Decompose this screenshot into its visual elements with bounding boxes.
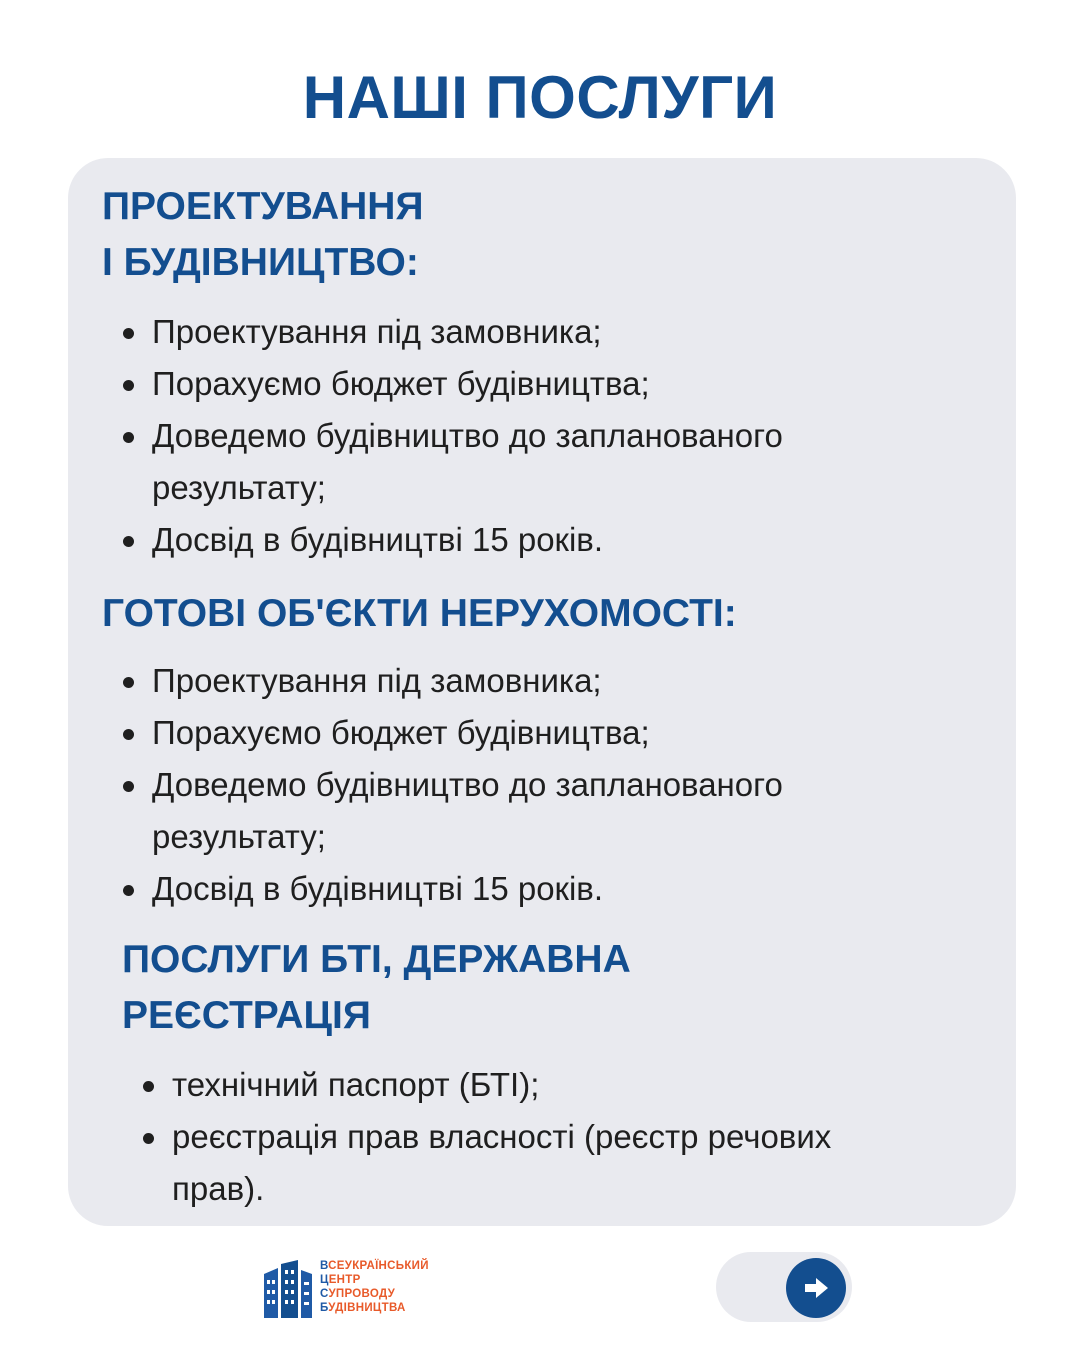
list-item: реєстрація прав власності (реєстр речових прав). [172, 1111, 831, 1215]
list-item: Доведемо будівництво до запланованого результату; [152, 759, 783, 863]
list-item: Досвід в будівництві 15 років. [152, 514, 783, 566]
list-item: Проектування під замовника; [152, 306, 783, 358]
bti-registration-list [172, 1059, 831, 1215]
page-title: НАШІ ПОСЛУГИ [302, 64, 778, 131]
next-slide-button[interactable] [786, 1258, 846, 1318]
design-construction-list [152, 306, 783, 566]
list-item: Досвід в будівництві 15 років. [152, 863, 783, 915]
company-logo [262, 1258, 452, 1320]
section-heading-ready-property: ГОТОВІ ОБ'ЄКТИ НЕРУХОМОСТІ: [102, 592, 737, 635]
section-heading-bti-registration: ПОСЛУГИ БТІ, ДЕРЖАВНА РЕЄСТРАЦІЯ [122, 938, 631, 1037]
section-heading-design-construction: ПРОЕКТУВАННЯ І БУДІВНИЦТВО: [102, 185, 424, 284]
list-item: Доведемо будівництво до запланованого результату; [152, 410, 783, 514]
arrow-right-icon [801, 1273, 831, 1303]
ready-property-list [152, 655, 783, 915]
building-logo-icon [262, 1260, 314, 1318]
logo-text: ВСЕУКРАЇНСЬКИЙ ЦЕНТР СУПРОВОДУ БУДІВНИЦТВА [320, 1260, 429, 1314]
services-card [68, 158, 1016, 1226]
list-item: технічний паспорт (БТІ); [172, 1059, 831, 1111]
list-item: Порахуємо бюджет будівництва; [152, 358, 783, 410]
list-item: Порахуємо бюджет будівництва; [152, 707, 783, 759]
list-item: Проектування під замовника; [152, 655, 783, 707]
